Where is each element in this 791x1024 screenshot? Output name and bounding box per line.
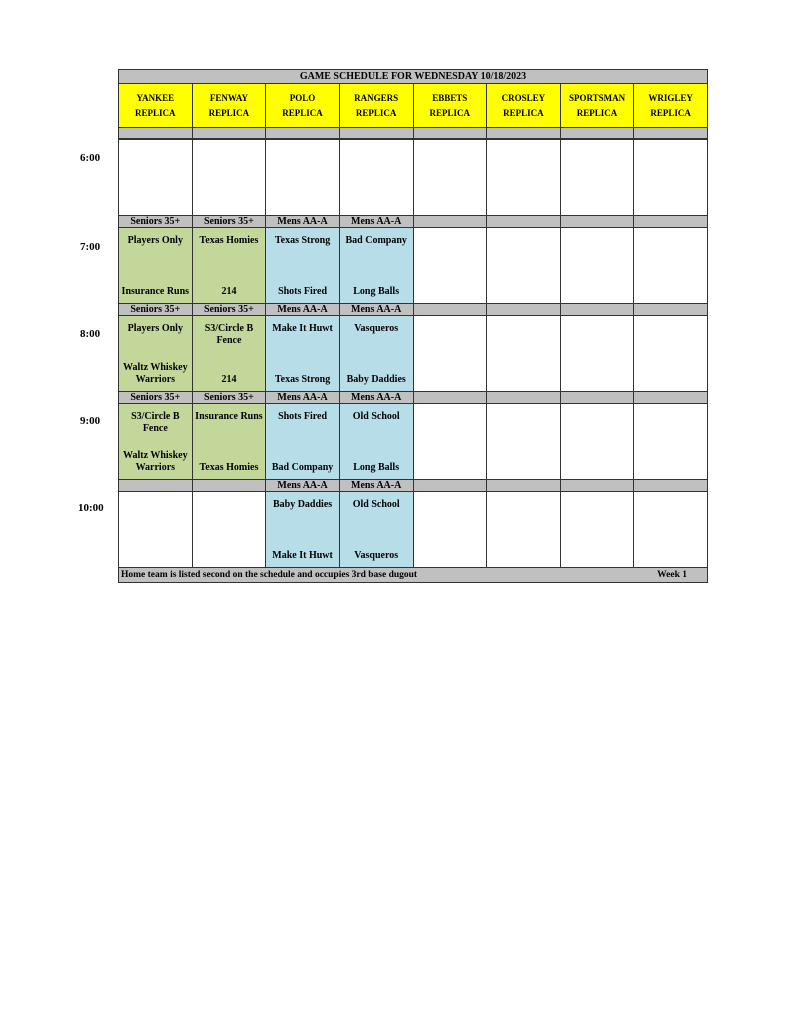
field-header-fenway	[193, 84, 267, 128]
field-header-ebbets	[414, 84, 488, 128]
header-gap	[634, 128, 708, 140]
game-cell	[193, 228, 267, 304]
time-label: 8:00	[80, 328, 101, 340]
field-sub: REPLICA	[650, 108, 691, 119]
division-label: Seniors 35+	[119, 216, 193, 228]
schedule-sheet	[118, 69, 708, 583]
team-name: Long Balls	[353, 462, 400, 473]
game-cell	[561, 140, 635, 216]
team-name: Insurance Runs	[121, 286, 190, 297]
division-label	[414, 392, 488, 404]
game-cell	[561, 316, 635, 392]
header-gap	[561, 128, 635, 140]
header-gap	[193, 128, 267, 140]
division-label: Seniors 35+	[119, 304, 193, 316]
game-cell	[414, 316, 488, 392]
game-cell	[193, 316, 267, 392]
game-cell	[266, 492, 340, 568]
time-label: 10:00	[78, 502, 104, 514]
field-name: WRIGLEY	[648, 92, 693, 103]
team-name: Make It Huwt	[272, 323, 333, 334]
field-sub: REPLICA	[282, 108, 323, 119]
team-name: Texas Homies	[199, 235, 259, 246]
division-label: Mens AA-A	[340, 216, 414, 228]
field-sub: REPLICA	[576, 108, 618, 119]
game-cell	[340, 404, 414, 480]
header-gap	[340, 128, 414, 140]
field-sub: REPLICA	[355, 108, 397, 119]
division-label: Mens AA-A	[266, 304, 340, 316]
division-label: Mens AA-A	[340, 304, 414, 316]
game-cell	[119, 228, 193, 304]
team-name: S3/Circle B Fence	[204, 323, 254, 346]
header-gap	[487, 128, 561, 140]
division-label	[634, 216, 708, 228]
division-label	[634, 392, 708, 404]
field-name: SPORTSMAN	[568, 92, 626, 103]
team-name: Texas Homies	[199, 462, 259, 473]
header-gap	[119, 128, 193, 140]
game-cell	[561, 404, 635, 480]
game-cell	[414, 492, 488, 568]
game-cell	[193, 492, 267, 568]
home-team-note: Home team is listed second on the schedule and occupies 3rd base dugout	[121, 570, 418, 580]
team-name: Baby Daddies	[272, 499, 333, 510]
game-cell	[487, 228, 561, 304]
division-label	[414, 480, 488, 492]
game-cell	[634, 316, 708, 392]
game-cell	[487, 404, 561, 480]
team-name: Shots Fired	[278, 411, 328, 422]
division-label	[487, 480, 561, 492]
team-name: Long Balls	[353, 286, 400, 297]
field-sub: REPLICA	[503, 108, 544, 119]
field-sub: REPLICA	[429, 108, 471, 119]
game-cell	[487, 316, 561, 392]
team-name: Texas Strong	[274, 235, 331, 246]
schedule-footer	[118, 568, 708, 583]
team-name: Old School	[352, 499, 400, 510]
division-label	[414, 216, 488, 228]
time-label: 6:00	[80, 152, 101, 164]
division-label: Mens AA-A	[340, 392, 414, 404]
game-cell	[119, 316, 193, 392]
game-cell	[340, 140, 414, 216]
game-cell	[414, 404, 488, 480]
division-label: Seniors 35+	[193, 392, 267, 404]
team-name: Insurance Runs	[195, 411, 263, 422]
field-name: EBBETS	[432, 92, 468, 103]
team-name: 214	[221, 286, 237, 297]
game-cell	[561, 228, 635, 304]
field-name: FENWAY	[209, 92, 249, 103]
game-cell	[266, 404, 340, 480]
division-label: Mens AA-A	[340, 480, 414, 492]
team-name: Vasqueros	[354, 550, 399, 561]
game-cell	[561, 492, 635, 568]
header-gap	[414, 128, 488, 140]
field-header-crosley	[487, 84, 561, 128]
game-cell	[119, 140, 193, 216]
division-label	[487, 304, 561, 316]
team-name: Players Only	[127, 323, 183, 334]
division-label	[414, 304, 488, 316]
team-name: Old School	[352, 411, 400, 422]
team-name: Waltz Whiskey Warriors	[123, 362, 188, 385]
game-cell	[266, 316, 340, 392]
field-sub: REPLICA	[135, 108, 176, 119]
time-label: 7:00	[80, 241, 101, 253]
game-cell	[193, 404, 267, 480]
field-header-rangers	[340, 84, 414, 128]
game-cell	[119, 492, 193, 568]
division-label	[487, 392, 561, 404]
field-sub: REPLICA	[208, 108, 250, 119]
game-cell	[414, 228, 488, 304]
team-name: 214	[221, 374, 237, 385]
game-cell	[634, 492, 708, 568]
time-label: 9:00	[80, 415, 101, 427]
field-name: CROSLEY	[501, 92, 546, 103]
field-name: RANGERS	[354, 92, 399, 103]
division-label: Mens AA-A	[266, 480, 340, 492]
division-label	[487, 216, 561, 228]
game-cell	[266, 228, 340, 304]
game-cell	[634, 404, 708, 480]
game-cell	[340, 316, 414, 392]
division-label	[561, 480, 635, 492]
division-label: Seniors 35+	[193, 304, 267, 316]
division-label: Mens AA-A	[266, 216, 340, 228]
field-header-polo	[266, 84, 340, 128]
field-header-sportsman	[561, 84, 635, 128]
division-label: Seniors 35+	[193, 216, 267, 228]
game-cell	[266, 140, 340, 216]
game-cell	[634, 140, 708, 216]
game-cell	[340, 228, 414, 304]
field-name: YANKEE	[136, 92, 175, 103]
team-name: Players Only	[127, 235, 183, 246]
team-name: Baby Daddies	[346, 374, 406, 385]
division-label: Seniors 35+	[119, 392, 193, 404]
team-name: Make It Huwt	[272, 550, 333, 561]
division-label	[561, 392, 635, 404]
game-cell	[193, 140, 267, 216]
division-label	[561, 216, 635, 228]
team-name: Texas Strong	[274, 374, 331, 385]
game-cell	[340, 492, 414, 568]
team-name: Bad Company	[271, 462, 334, 473]
field-name: POLO	[289, 92, 316, 103]
division-label	[634, 480, 708, 492]
division-label	[119, 480, 193, 492]
division-label: Mens AA-A	[266, 392, 340, 404]
division-label	[634, 304, 708, 316]
team-name: Bad Company	[345, 235, 407, 246]
schedule-title: GAME SCHEDULE FOR WEDNESDAY 10/18/2023	[118, 69, 708, 84]
week-label: Week 1	[657, 570, 687, 580]
division-label	[561, 304, 635, 316]
header-gap	[266, 128, 340, 140]
team-name: S3/Circle B Fence	[131, 411, 180, 434]
team-name: Waltz Whiskey Warriors	[123, 450, 188, 473]
schedule-grid	[118, 84, 708, 568]
division-label	[193, 480, 267, 492]
game-cell	[487, 492, 561, 568]
game-cell	[119, 404, 193, 480]
game-cell	[634, 228, 708, 304]
field-header-wrigley	[634, 84, 708, 128]
team-name: Shots Fired	[278, 286, 328, 297]
game-cell	[487, 140, 561, 216]
field-header-yankee	[119, 84, 193, 128]
team-name: Vasqueros	[354, 323, 399, 334]
game-cell	[414, 140, 488, 216]
